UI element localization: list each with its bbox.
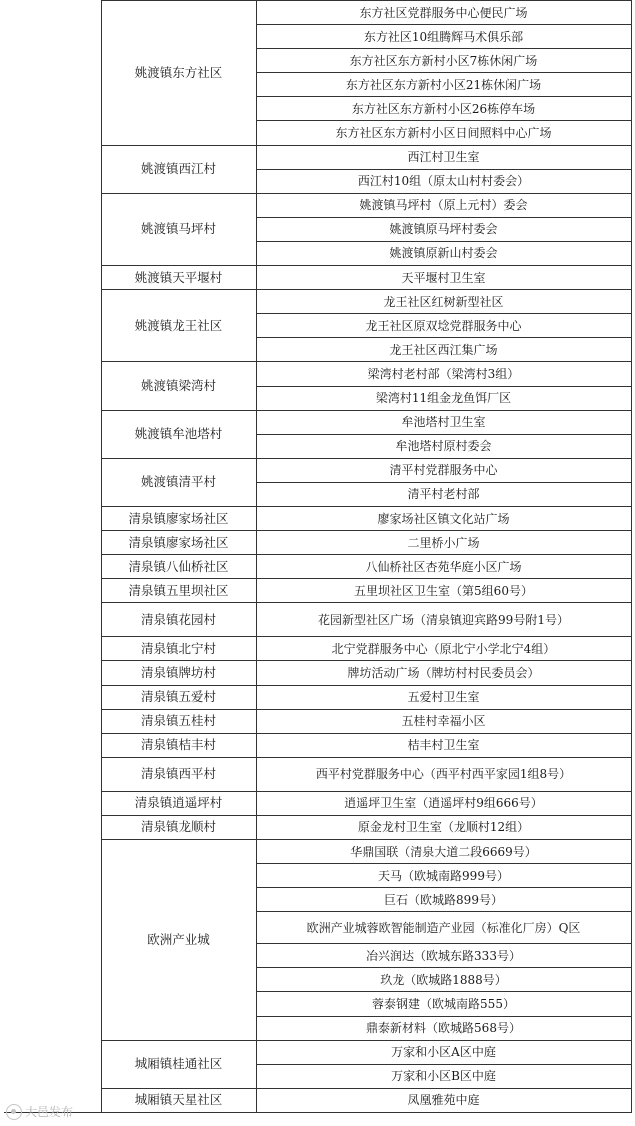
- community-cell: 清泉镇五里坝社区: [101, 579, 256, 603]
- community-cell: 清泉镇北宁村: [101, 637, 256, 661]
- community-cell: 姚渡镇梁湾村: [101, 362, 256, 410]
- site-cell: 北宁党群服务中心（原北宁小学北宁4组）: [256, 637, 631, 661]
- watermark-text: 大邑发布: [25, 1105, 74, 1119]
- site-cell: 凤凰雅苑中庭: [256, 1088, 631, 1112]
- site-cell: 天平堰村卫生室: [256, 266, 631, 290]
- community-cell: 姚渡镇牟池塔村: [101, 410, 256, 458]
- community-cell: 姚渡镇西江村: [101, 145, 256, 193]
- site-cell: 西江村卫生室: [256, 145, 631, 169]
- site-cell: 桔丰村卫生室: [256, 733, 631, 757]
- community-cell: 城厢镇天星社区: [101, 1088, 256, 1112]
- site-cell: 万家和小区B区中庭: [256, 1064, 631, 1088]
- community-cell: 清泉镇西平村: [101, 757, 256, 791]
- site-cell: 东方社区东方新村小区26栋停车场: [256, 97, 631, 121]
- community-cell: 姚渡镇东方社区: [101, 1, 256, 146]
- site-cell: 欧洲产业城蓉欧智能制造产业园（标准化厂房）Q区: [256, 912, 631, 944]
- site-cell: 东方社区东方新村小区21栋休闲广场: [256, 73, 631, 97]
- testing-sites-table: [4, 0, 632, 1113]
- site-cell: 鼎泰新材料（欧城路568号）: [256, 1016, 631, 1040]
- site-cell: 廖家场社区镇文化站广场: [256, 506, 631, 530]
- site-cell: 姚渡镇原马坪村委会: [256, 217, 631, 241]
- watermark: [6, 1103, 73, 1120]
- site-cell: 巨石（欧城路899号）: [256, 888, 631, 912]
- community-cell: 清泉镇五桂村: [101, 709, 256, 733]
- site-cell: 八仙桥社区杏苑华庭小区广场: [256, 555, 631, 579]
- site-cell: 牟池塔村原村委会: [256, 434, 631, 458]
- site-cell: 龙王社区原双埝党群服务中心: [256, 314, 631, 338]
- site-cell: 牟池塔村卫生室: [256, 410, 631, 434]
- site-cell: 东方社区10组腾辉马术俱乐部: [256, 25, 631, 49]
- site-cell: 逍遥坪卫生室（逍遥坪村9组666号）: [256, 791, 631, 815]
- site-cell: 蓉泰钢建（欧城南路555）: [256, 992, 631, 1016]
- site-cell: 姚渡镇原新山村委会: [256, 241, 631, 265]
- site-cell: 冶兴润达（欧城东路333号）: [256, 944, 631, 968]
- community-cell: 清泉镇廖家场社区: [101, 531, 256, 555]
- community-cell: 姚渡镇龙王社区: [101, 290, 256, 362]
- community-cell: 清泉镇五爱村: [101, 685, 256, 709]
- site-cell: 姚渡镇马坪村（原上元村）委会: [256, 193, 631, 217]
- site-cell: 清平村党群服务中心: [256, 458, 631, 482]
- community-cell: 清泉镇逍遥坪村: [101, 791, 256, 815]
- site-cell: 天马（欧城南路999号）: [256, 864, 631, 888]
- site-cell: 梁湾村老村部（梁湾村3组）: [256, 362, 631, 386]
- site-cell: 五里坝社区卫生室（第5组60号）: [256, 579, 631, 603]
- community-cell: 清泉镇龙顺村: [101, 815, 256, 839]
- weibo-icon: [6, 1104, 22, 1120]
- table-row: [4, 1, 631, 25]
- site-cell: 华鼎国联（清泉大道二段6669号）: [256, 840, 631, 864]
- site-cell: 玖龙（欧城路1888号）: [256, 968, 631, 992]
- community-cell: 清泉镇八仙桥社区: [101, 555, 256, 579]
- community-cell: 清泉镇桔丰村: [101, 733, 256, 757]
- site-cell: 原金龙村卫生室（龙顺村12组）: [256, 815, 631, 839]
- site-cell: 东方社区东方新村小区7栋休闲广场: [256, 49, 631, 73]
- site-cell: 万家和小区A区中庭: [256, 1040, 631, 1064]
- table-body: [4, 1, 631, 1113]
- site-cell: 牌坊活动广场（牌坊村村民委员会）: [256, 661, 631, 685]
- site-cell: 五桂村幸福小区: [256, 709, 631, 733]
- site-cell: 东方社区东方新村小区日间照料中心广场: [256, 121, 631, 145]
- community-cell: 清泉镇牌坊村: [101, 661, 256, 685]
- site-cell: 花园新型社区广场（清泉镇迎宾路99号附1号）: [256, 603, 631, 637]
- community-cell: 清泉镇廖家场社区: [101, 506, 256, 530]
- site-cell: 西江村10组（原太山村村委会）: [256, 169, 631, 193]
- site-cell: 五爱村卫生室: [256, 685, 631, 709]
- index-column: [4, 1, 101, 1113]
- community-cell: 姚渡镇清平村: [101, 458, 256, 506]
- site-cell: 龙王社区西江集广场: [256, 338, 631, 362]
- community-cell: 姚渡镇天平堰村: [101, 266, 256, 290]
- site-cell: 清平村老村部: [256, 482, 631, 506]
- site-cell: 东方社区党群服务中心便民广场: [256, 1, 631, 25]
- community-cell: 清泉镇花园村: [101, 603, 256, 637]
- site-cell: 二里桥小广场: [256, 531, 631, 555]
- community-cell: 欧洲产业城: [101, 840, 256, 1041]
- community-cell: 城厢镇桂通社区: [101, 1040, 256, 1088]
- site-cell: 西平村党群服务中心（西平村西平家园1组8号）: [256, 757, 631, 791]
- community-cell: 姚渡镇马坪村: [101, 193, 256, 265]
- site-cell: 梁湾村11组金龙鱼饵厂区: [256, 386, 631, 410]
- site-cell: 龙王社区红树新型社区: [256, 290, 631, 314]
